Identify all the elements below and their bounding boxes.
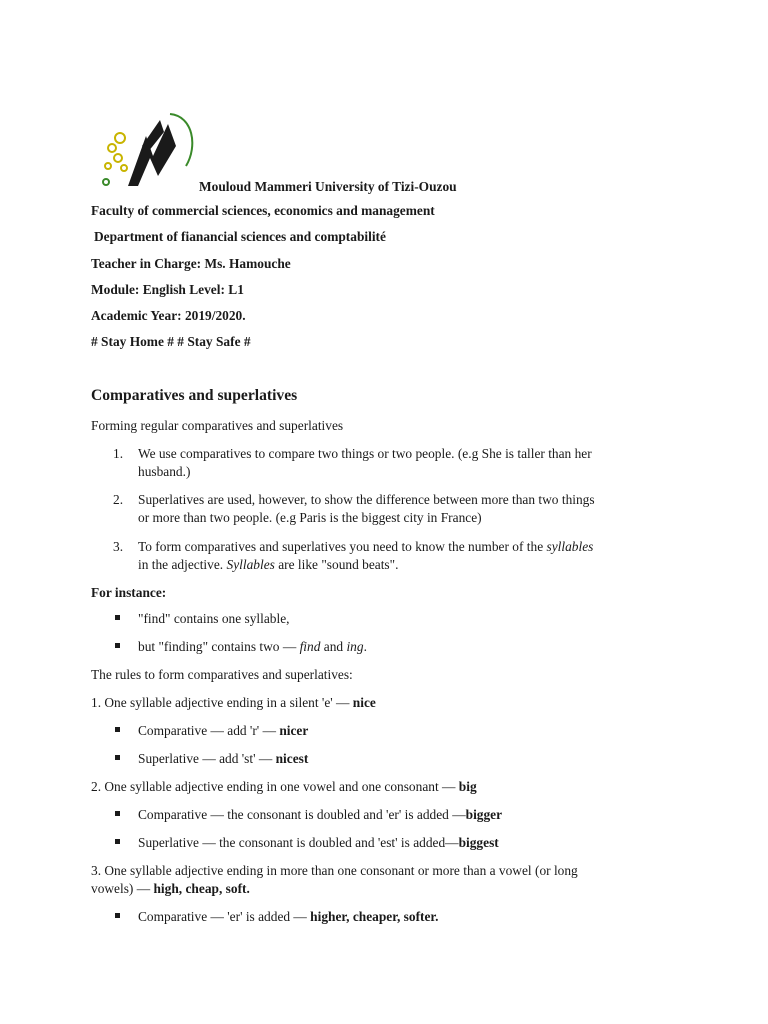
university-name: Mouloud Mammeri University of Tizi-Ouzou (199, 179, 457, 194)
list-item-line: in the adjective. Syllables are like "sound beats". (138, 557, 399, 572)
faculty-name: Faculty of commercial sciences, economics and management (91, 203, 435, 218)
slogan-line: # Stay Home # # Stay Safe # (91, 334, 251, 349)
list-item-line: We use comparatives to compare two things or two people. (e.g She is taller than her (138, 446, 592, 461)
rule-3-line-2: vowels) — high, cheap, soft. (91, 881, 250, 896)
bullet-icon (115, 839, 120, 844)
rule-3-line-1: 3. One syllable adjective ending in more than one consonant or more than a vowel (or long (91, 863, 578, 878)
list-item: but "finding" contains two — find and ing. (138, 639, 367, 654)
university-logo (98, 106, 198, 190)
bullet-icon (115, 913, 120, 918)
list-number: 2. (113, 492, 124, 507)
list-item: Comparative — the consonant is doubled and 'er' is added —bigger (138, 807, 503, 822)
list-item-line: husband.) (138, 464, 191, 479)
module-line: Module: English Level: L1 (91, 282, 244, 297)
list-item (138, 491, 678, 527)
bullet-icon (115, 615, 120, 620)
list-item: Comparative — add 'r' — nicer (138, 723, 309, 738)
list-item-line: To form comparatives and superlatives you need to know the number of the syllables (138, 539, 594, 554)
list-item: Comparative — 'er' is added — higher, cheaper, softer. (138, 909, 439, 924)
bullet-icon (115, 643, 120, 648)
list-item: "find" contains one syllable, (138, 611, 290, 626)
academic-year-line: Academic Year: 2019/2020. (91, 308, 246, 323)
list-item: Superlative — the consonant is doubled and 'est' is added—biggest (138, 835, 499, 850)
section-intro: Forming regular comparatives and superlatives (91, 418, 344, 433)
list-item-line: or more than two people. (e.g Paris is the biggest city in France) (138, 510, 482, 525)
list-number: 1. (113, 446, 124, 461)
rules-intro: The rules to form comparatives and superlatives: (91, 667, 353, 682)
teacher-line: Teacher in Charge: Ms. Hamouche (91, 256, 291, 271)
department-name: Department of fianancial sciences and comptabilité (94, 229, 386, 244)
bullet-icon (115, 811, 120, 816)
bullet-icon (115, 727, 120, 732)
section-title: Comparatives and superlatives (91, 387, 298, 404)
list-item (138, 445, 678, 481)
list-item (138, 538, 678, 574)
rule-2: 2. One syllable adjective ending in one vowel and one consonant — big (91, 779, 477, 794)
list-number: 3. (113, 539, 124, 554)
instance-label: For instance: (91, 585, 167, 600)
list-item: Superlative — add 'st' — nicest (138, 751, 309, 766)
list-item-line: Superlatives are used, however, to show the difference between more than two things (138, 492, 595, 507)
rule-1: 1. One syllable adjective ending in a silent 'e' — nice (91, 695, 376, 710)
bullet-icon (115, 755, 120, 760)
